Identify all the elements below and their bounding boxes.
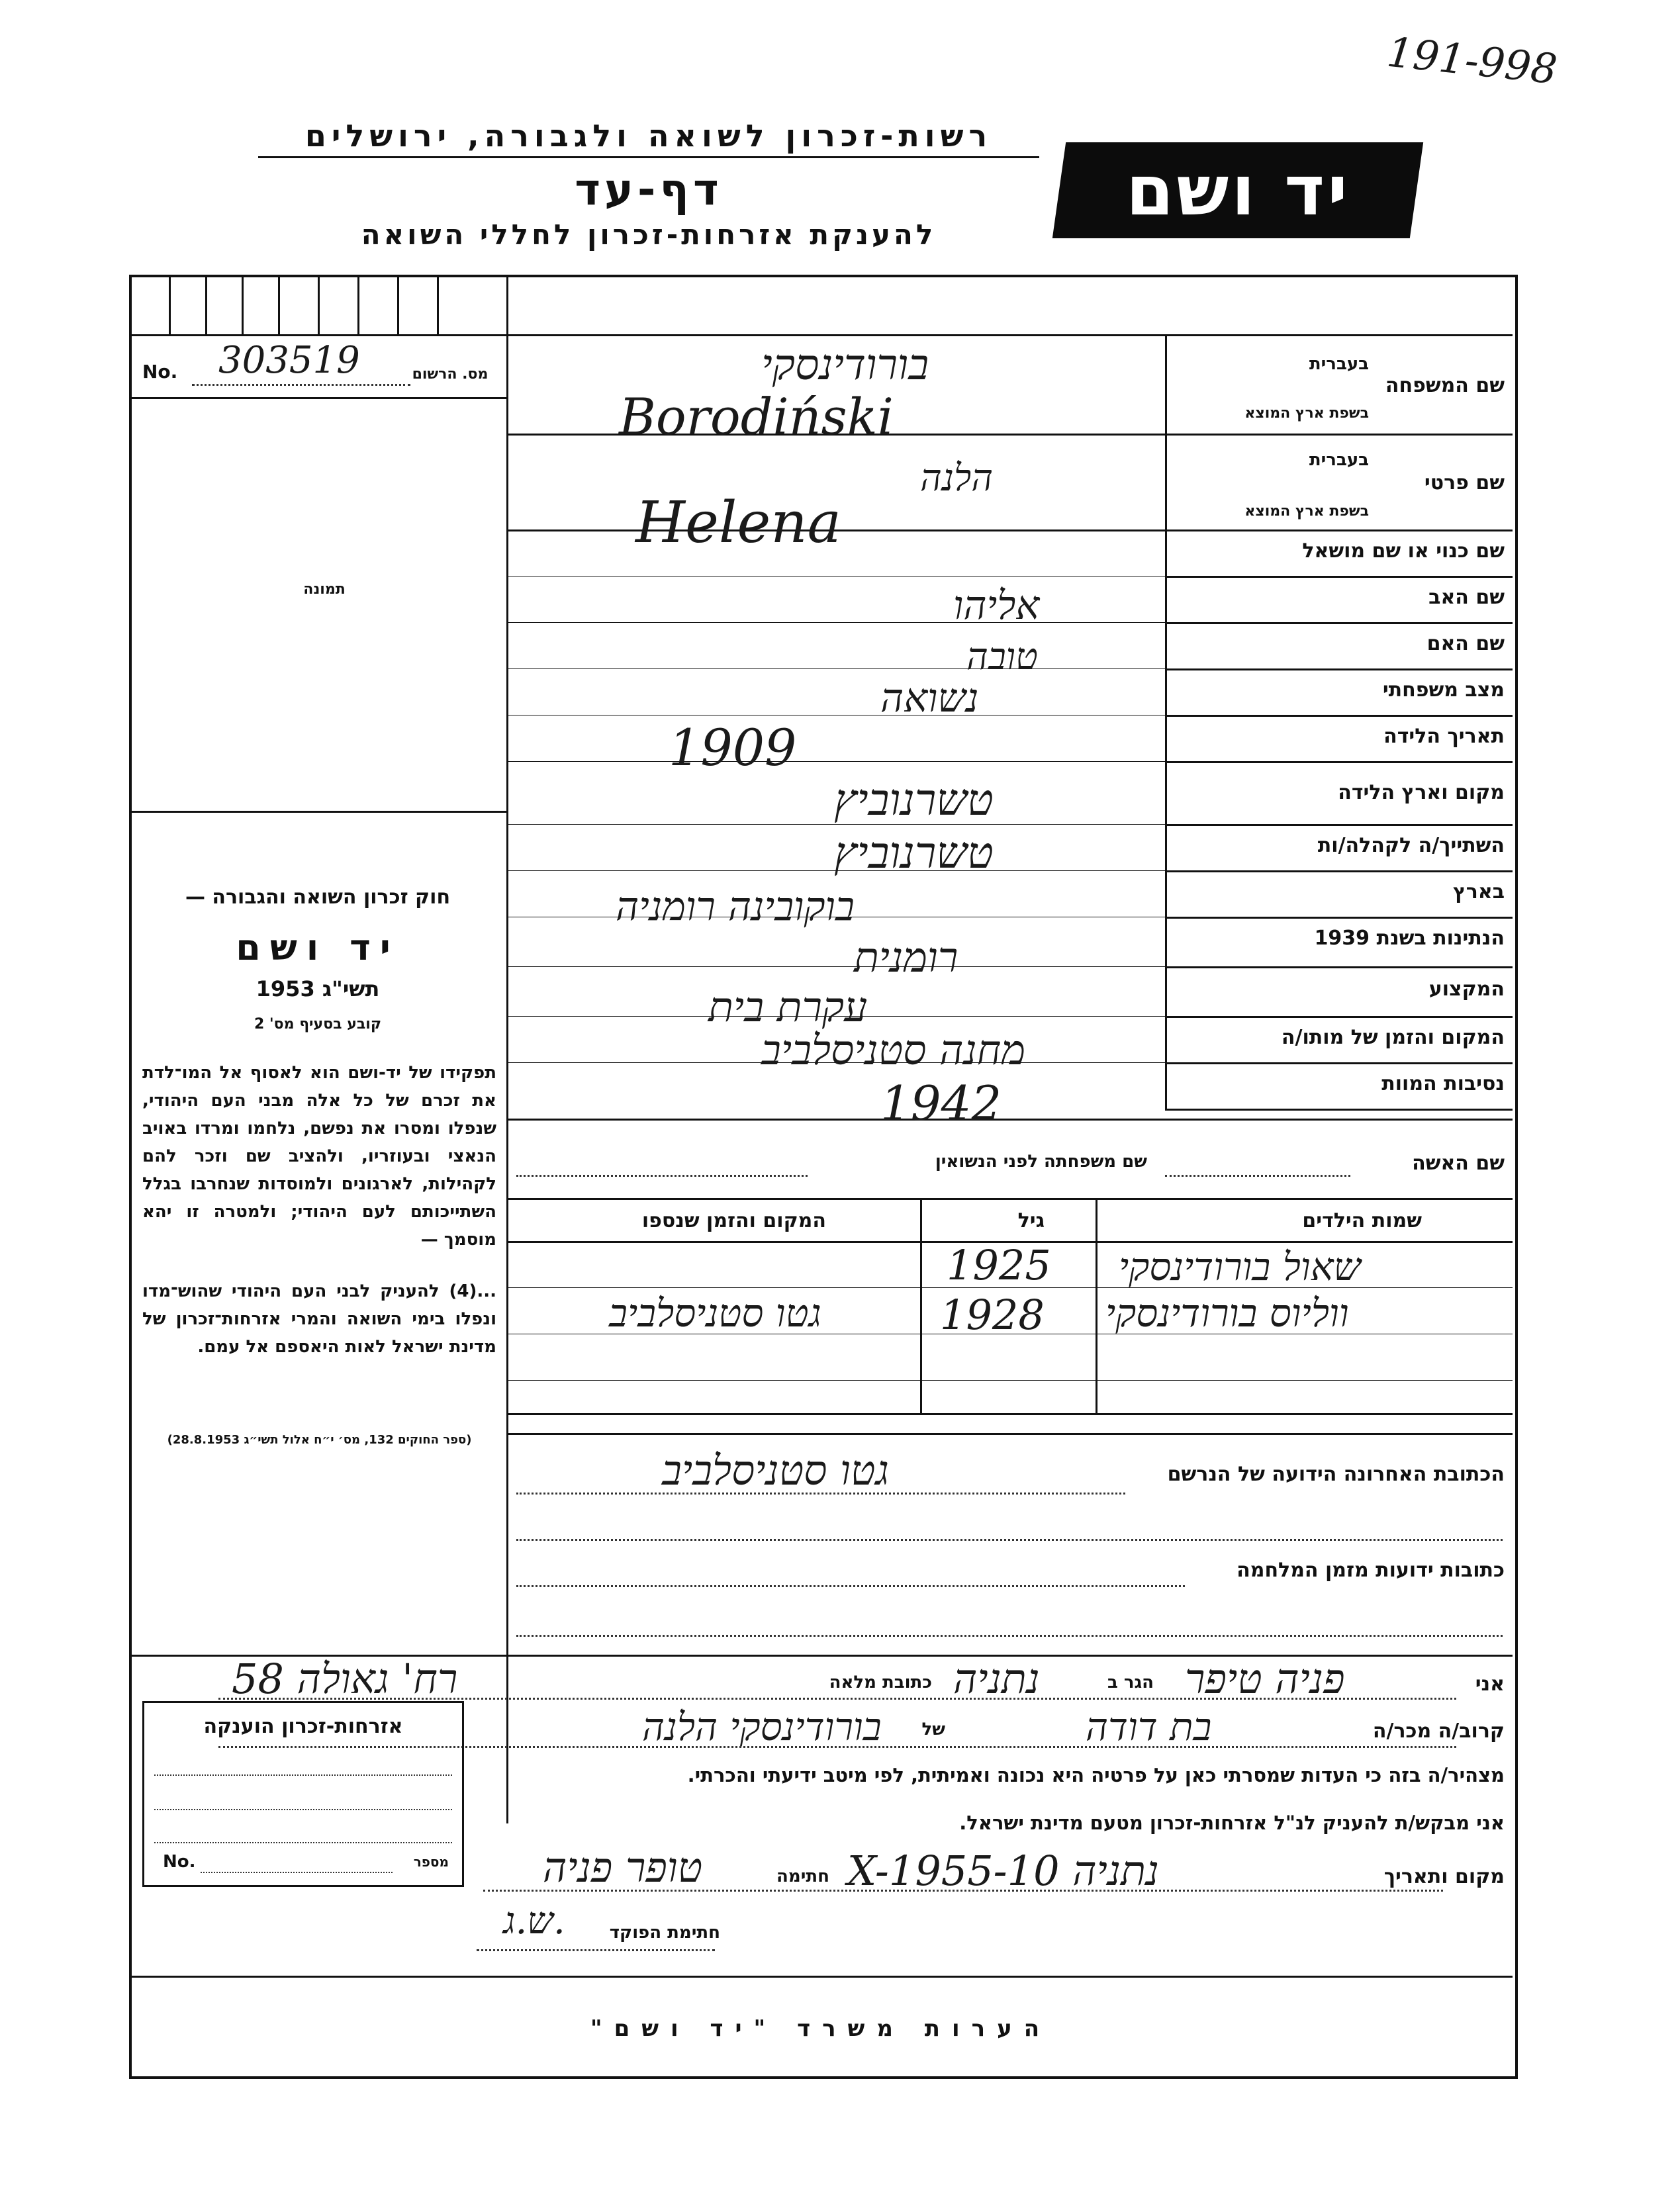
decl-address: רח' גאולה 58: [232, 1655, 458, 1703]
children-age-header: גיל: [1017, 1209, 1045, 1232]
label-wife-name: שם האשה: [1412, 1152, 1505, 1175]
value-mother: טובה: [966, 635, 1038, 678]
label-maiden-name: שם משפחתה לפני הנשואין: [935, 1152, 1147, 1172]
law-paragraph-2: ...(4) להעניק לבני העם היהודי שהוש־מדו ונפלו בימי השואה והמרי אזרחות־זכרון של מדינת ישראל לאות היאספם אל עמם.: [142, 1281, 496, 1357]
decl-city: נתניה: [953, 1655, 1040, 1703]
value-family-name-latin: Borodiński: [619, 387, 894, 446]
value-family-name-hebrew: בורודינסקי: [761, 341, 929, 390]
page-title: דף-עד: [575, 164, 723, 215]
child-1-name: שאול בורודינסקי: [1119, 1244, 1361, 1289]
children-place-header: המקום והזמן שנספו: [641, 1209, 826, 1232]
label-community: השתייך/ה לקהלה/ות: [1317, 834, 1505, 857]
label-death-place: המקום והזמן של מותו/ה: [1281, 1026, 1505, 1049]
registration-number: 303519: [218, 339, 360, 382]
label-country: בארץ: [1452, 880, 1505, 903]
authority-title: רשות-זכרון לשואה ולגבורה, ירושלים: [258, 118, 1039, 158]
label-family-name: שם המשפחה: [1385, 374, 1505, 397]
value-marital: נשואה: [880, 675, 979, 721]
value-father: אליהו: [953, 582, 1040, 629]
decl-of-label: של: [921, 1720, 945, 1739]
child-1-age: 1925: [947, 1241, 1051, 1289]
decl-officer-label: חתימת הפוקד: [609, 1923, 720, 1943]
law-clause: קובע בסעיף מס' 2: [254, 1016, 382, 1033]
footer-notes-label: הערות משרד "יד ושם": [590, 2015, 1052, 2042]
decl-name: פניה טיפר: [1185, 1655, 1345, 1703]
label-citizenship: הנתינות בשנת 1939: [1314, 927, 1505, 950]
registration-label: מס. הרשום: [412, 366, 489, 383]
decl-i-label: אני: [1475, 1673, 1505, 1696]
citizenship-box-title: אזרחות-זכרון הוענקה: [203, 1715, 403, 1738]
value-last-address: גטו סטניסלביב: [662, 1446, 889, 1495]
value-profession: עקרת בית: [708, 983, 868, 1031]
value-country: בוקובינה רומניה: [616, 884, 855, 930]
decl-of-name: בורודינסקי הלנה: [642, 1704, 882, 1749]
value-birth-date: 1909: [669, 718, 797, 777]
children-names-header: שמות הילדים: [1302, 1209, 1422, 1232]
decl-statement: מצהיר/ה בזה כי העדות שמסרתי כאן על פרטיה היא נכונה ואמיתית, לפי מיטב ידיעתי והכרתי.: [687, 1764, 1505, 1786]
label-profession: המקצוע: [1428, 978, 1505, 1001]
photo-label: תמונה: [303, 581, 346, 598]
value-first-name-hebrew: הלנה: [920, 457, 994, 500]
decl-request: אני מבקש/ת להעניק לנ"ל אזרחות-זכרון מטעם מדינת ישראל.: [959, 1812, 1505, 1834]
law-citation: (ספר החוקים 132, מס׳ י״ח אלול תשי״ג 28.8.1953): [167, 1433, 472, 1447]
label-death-cause: נסיבות המוות: [1381, 1072, 1505, 1095]
decl-signature-label: חתימה: [776, 1866, 829, 1886]
law-paragraph-1: תפקידו של יד-ושם הוא לאסוף אל המו־לדת את זכרם של כל אלה מבני העם היהודי, שנפלו ומסרו את נפשם, נלחמו ומרדו באויב הנאצי ובעוזריו, ולהציב שם וזכר להם לקהילות, לארגונים ולמוסדות שנחרבו בגלל השתייכותם לעם היהודי; ולמטרה זו יהא מוסמך —: [142, 1063, 496, 1250]
label-first-hebrew: בעברית: [1309, 450, 1369, 470]
citizenship-box-number-label: מספר: [413, 1854, 449, 1870]
label-nickname: שם כנוי או שם מושאל: [1302, 539, 1505, 563]
law-year: תשי"ג 1953: [256, 976, 380, 1001]
citizenship-granted-box: [142, 1701, 464, 1887]
page-subtitle: להענקת אזרחות-זכרון לחללי השואה: [361, 218, 937, 251]
citizenship-box-no-label: No.: [163, 1852, 196, 1872]
label-first-name: שם פרטי: [1424, 471, 1505, 494]
value-birth-place: טשרנוביץ: [834, 774, 994, 825]
value-first-name-latin: Helena: [635, 490, 841, 556]
logo-text: יד ושם: [1125, 150, 1350, 231]
label-birth-place: מקום וארץ הלידה: [1338, 781, 1505, 804]
label-family-origin: בשפת ארץ המוצא: [1244, 405, 1369, 422]
label-birth-date: תאריך הלידה: [1383, 725, 1505, 748]
value-community: טשרנוביץ: [834, 827, 994, 878]
decl-address-label: כתובת מלאה: [829, 1673, 932, 1692]
label-father: שם האב: [1428, 586, 1505, 609]
decl-place-date-label: מקום ותאריך: [1383, 1865, 1505, 1888]
decl-relation-label: קרוב/ה מכר/ה: [1372, 1720, 1505, 1743]
law-heading: חוק זכרון השואה והגבורה —: [185, 886, 451, 909]
child-2-place: גטו סטניסלביב: [609, 1291, 821, 1336]
label-family-hebrew: בעברית: [1309, 354, 1369, 374]
value-death-year: 1942: [880, 1076, 1002, 1131]
label-last-address: הכתובת האחרונה הידועה של הנרשם: [1167, 1463, 1505, 1486]
label-war-addresses: כתובות ידועות מזמן המלחמה: [1237, 1559, 1505, 1582]
law-name: יד ושם: [236, 927, 400, 968]
child-2-name: ווליוס בורודינסקי: [1105, 1291, 1349, 1336]
decl-officer-signature: ש.ג.: [503, 1900, 565, 1943]
label-first-origin: בשפת ארץ המוצא: [1244, 503, 1369, 520]
archive-number: 191-998: [1384, 27, 1560, 94]
label-marital: מצב משפחתי: [1382, 678, 1505, 702]
label-mother: שם האם: [1426, 632, 1505, 655]
decl-lives-in: הגר ב: [1107, 1673, 1154, 1692]
decl-place-date: נתניה 10-X-1955: [847, 1847, 1159, 1895]
value-death-place: מחנה סטניסלביב: [761, 1026, 1026, 1074]
child-2-age: 1928: [940, 1291, 1045, 1339]
yad-vashem-logo: [1052, 142, 1423, 238]
value-citizenship: רומנית: [854, 933, 958, 982]
decl-relation: בת דודה: [1086, 1704, 1212, 1749]
decl-signature: טופר פניה: [543, 1843, 703, 1892]
registration-no-label: No.: [142, 361, 178, 383]
